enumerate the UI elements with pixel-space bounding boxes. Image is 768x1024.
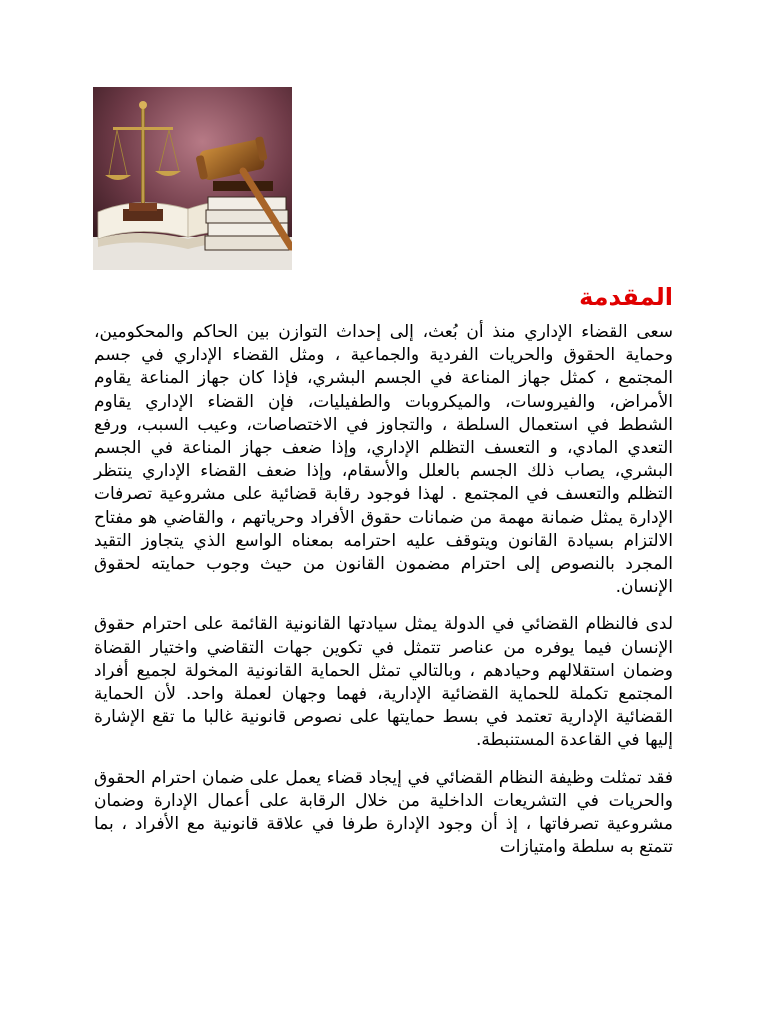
body-text [94,321,673,873]
scales-gavel-books-image [93,87,292,270]
paragraph: فقد تمثلت وظيفة النظام القضائي في إيجاد قضاء يعمل على ضمان احترام الحقوق والحريات في التشريعات الداخلية من خلال الرقابة على أعمال الإدارة وضمان مشروعية تصرفاتها ، إذ أن وجود الإدارة طرفا في علاقة قانونية مع الأفراد ، بما تتمتع به سلطة وامتيازات [94,767,673,858]
justice-illustration [93,87,292,270]
section-heading: المقدمة [579,283,673,311]
paragraph: سعى القضاء الإداري منذ أن بُعث، إلى إحداث التوازن بين الحاكم والمحكومين، وحماية الحقوق والحريات الفردية والجماعية ، ومثل القضاء الإداري في جسم المجتمع ، كمثل جهاز المناعة في الجسم البشري، فإذا كان جهاز المناعة يقاوم الأمراض، والفيروسات، والميكروبات والطفيليات، فإن القضاء الإداري يقاوم الشطط في استعمال السلطة ، والتجاوز في الاختصاصات، وعيب السبب، ورفع التعدي المادي، و التعسف التظلم الإداري، وإذا ضعف جهاز المناعة في الجسم البشري، يصاب ذلك الجسم بالعلل والأسقام، وإذا ضعف القضاء الإداري ينتظر التظلم والتعسف في المجتمع . لهذا فوجود رقابة قضائية على مشروعية تصرفات الإدارة يمثل ضمانة مهمة من ضمانات حقوق الأفراد وحرياتهم ، والقاضي هو مفتاح الالتزام بسيادة القانون ويتوقف عليه احترامه بمعناه الواسع الذي يتجاوز التقيد المجرد بالنصوص إلى احترام مضمون القانون من حيث وجوب حمايته لحقوق الإنسان. [94,322,673,598]
paragraph: لدى فالنظام القضائي في الدولة يمثل سيادتها القانونية القائمة على احترام حقوق الإنسان فيما يوفره من عناصر تتمثل في تكوين جهات التقاضي واختيار القضاة وضمان استقلالهم وحيادهم ، وبالتالي تمثل الحماية القانونية المخولة لجميع أفراد المجتمع تكملة للحماية القضائية الإدارية، فهما وجهان لعملة واحد. لأن الحماية القضائية الإدارية تعتمد في بسط حمايتها على نصوص قانونية غالبا ما تقع الإشارة إليها في القاعدة المستنبطة. [94,614,673,751]
